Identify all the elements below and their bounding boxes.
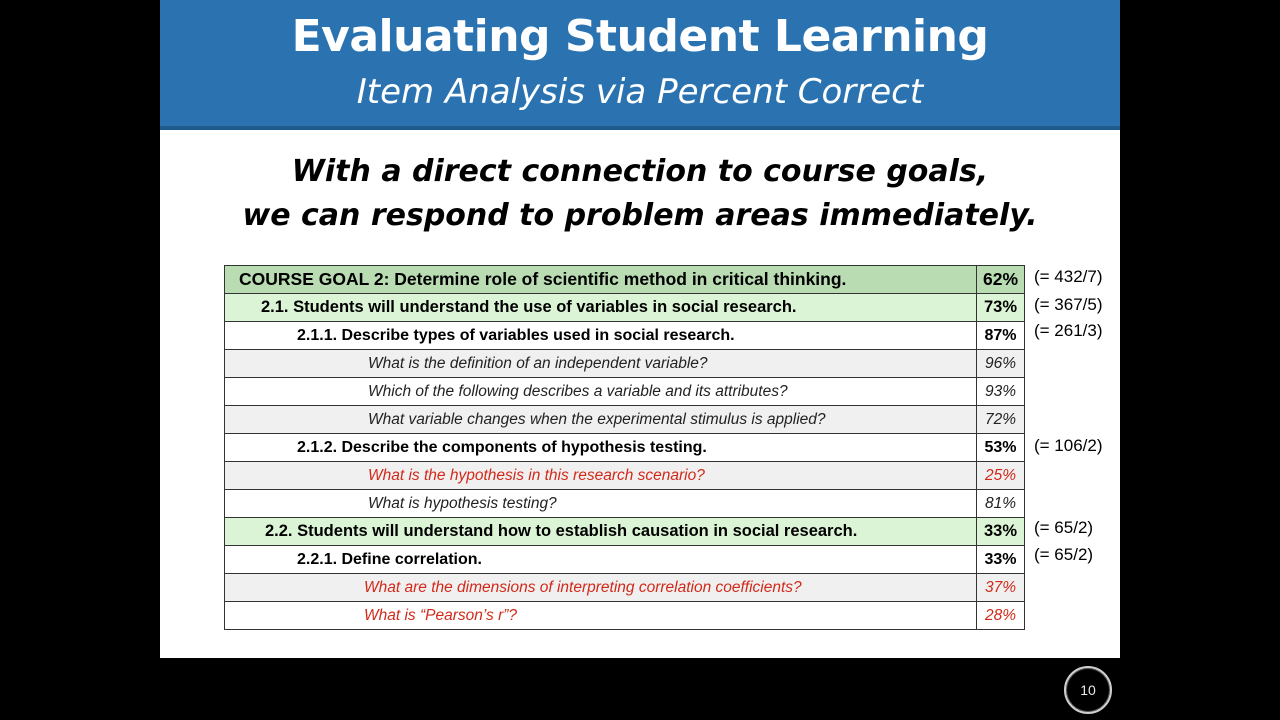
lead-line-1: With a direct connection to course goals, [291, 154, 989, 189]
slide-subtitle: Item Analysis via Percent Correct [356, 72, 924, 112]
row-percent: 87% [977, 322, 1025, 350]
row-label: 2.1. Students will understand the use of variables in social research. [225, 294, 977, 322]
question-row [225, 378, 1025, 406]
sub-objective-row [225, 546, 1025, 574]
row-label: What is hypothesis testing? [225, 490, 977, 518]
objective-row [225, 294, 1025, 322]
row-label: COURSE GOAL 2: Determine role of scientific method in critical thinking. [225, 266, 977, 294]
row-percent: 62% [977, 266, 1025, 294]
calc-note: (= 65/2) [1034, 518, 1094, 537]
question-row-flagged [225, 462, 1025, 490]
row-label: What is “Pearson’s r”? [225, 602, 977, 630]
page-number-badge: 10 [1064, 666, 1112, 714]
row-percent: 28% [977, 602, 1025, 630]
slide-header [160, 0, 1120, 130]
question-row [225, 406, 1025, 434]
sub-objective-row [225, 434, 1025, 462]
row-percent: 37% [977, 574, 1025, 602]
row-percent: 33% [977, 546, 1025, 574]
row-percent: 93% [977, 378, 1025, 406]
calc-note: (= 367/5) [1034, 295, 1103, 314]
objective-row [225, 518, 1025, 546]
row-label: 2.2. Students will understand how to establish causation in social research. [225, 518, 977, 546]
row-percent: 33% [977, 518, 1025, 546]
question-row [225, 490, 1025, 518]
row-percent: 25% [977, 462, 1025, 490]
row-percent: 53% [977, 434, 1025, 462]
row-label: 2.1.1. Describe types of variables used in social research. [225, 322, 977, 350]
course-goal-row [225, 266, 1025, 294]
sub-objective-row [225, 322, 1025, 350]
slide-title: Evaluating Student Learning [291, 11, 989, 62]
lead-line-2: we can respond to problem areas immediately. [242, 198, 1038, 233]
item-analysis-table [224, 265, 1025, 630]
row-label: What is the hypothesis in this research scenario? [225, 462, 977, 490]
calc-note: (= 106/2) [1034, 436, 1103, 455]
row-label: 2.2.1. Define correlation. [225, 546, 977, 574]
calc-note: (= 432/7) [1034, 267, 1103, 286]
row-percent: 73% [977, 294, 1025, 322]
slide [160, 0, 1120, 658]
question-row-flagged [225, 602, 1025, 630]
row-label: What are the dimensions of interpreting correlation coefficients? [225, 574, 977, 602]
row-percent: 72% [977, 406, 1025, 434]
row-percent: 81% [977, 490, 1025, 518]
question-row-flagged [225, 574, 1025, 602]
row-label: What variable changes when the experimental stimulus is applied? [225, 406, 977, 434]
calc-note: (= 261/3) [1034, 321, 1103, 340]
question-row [225, 350, 1025, 378]
row-label: What is the definition of an independent variable? [225, 350, 977, 378]
lead-statement [160, 150, 1120, 238]
row-label: 2.1.2. Describe the components of hypothesis testing. [225, 434, 977, 462]
calc-note: (= 65/2) [1034, 545, 1094, 564]
row-percent: 96% [977, 350, 1025, 378]
row-label: Which of the following describes a variable and its attributes? [225, 378, 977, 406]
